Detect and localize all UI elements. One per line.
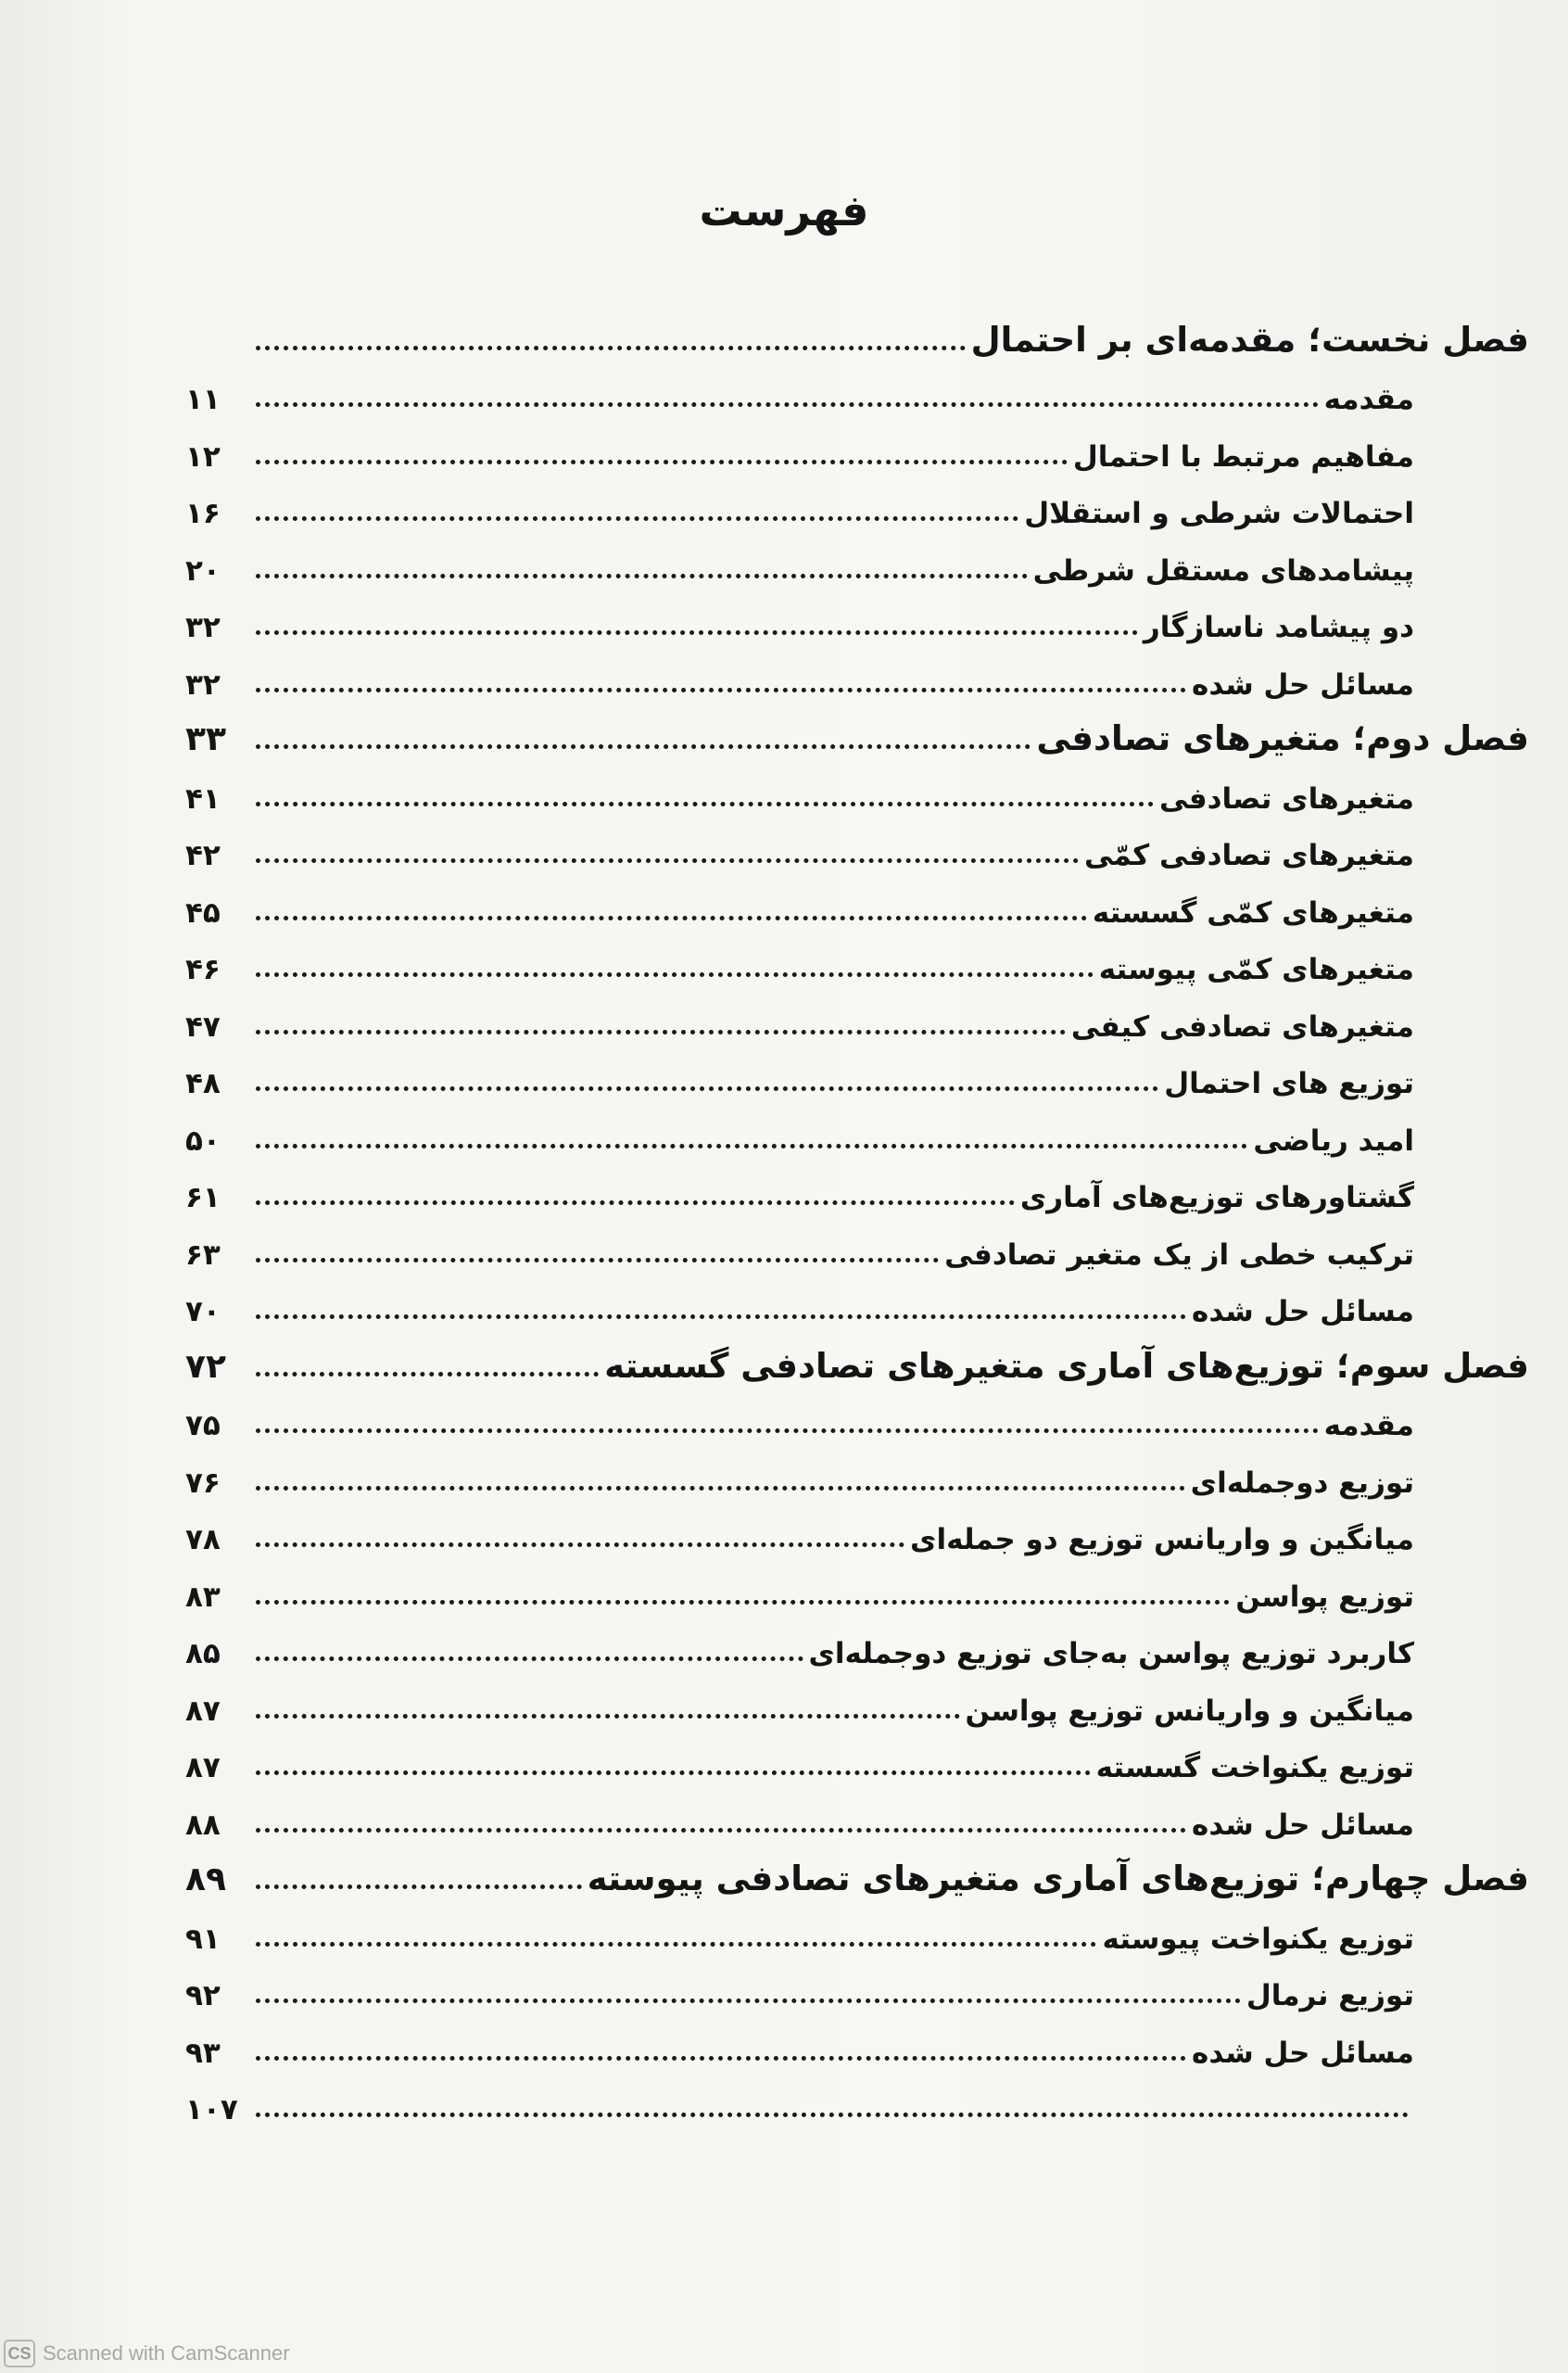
toc-section-row [185,1619,1529,1677]
toc-entry-label: فصل چهارم؛ توزیع‌های آماری متغیرهای تصادفی پیوسته [587,1859,1529,1898]
toc-page-number: ۷۸ [185,1523,221,1556]
dot-leader [256,1372,599,1377]
toc-page-number: ۴۶ [185,953,221,986]
toc-entry-label: کاربرد توزیع پواسن به‌جای توزیع دوجمله‌ای [808,1637,1414,1670]
toc-entry-label: متغیرهای تصادفی [1158,781,1414,816]
toc-entry-label: فصل نخست؛ مقدمه‌ای بر احتمال [970,319,1529,360]
toc-page-number: ۱۱ [185,383,221,416]
toc-page-number: ۱۰۷ [185,2093,238,2126]
toc-section-row [185,479,1529,537]
toc-page-number: ۱۲ [185,439,221,474]
dot-leader [256,1714,960,1719]
toc-section-row [185,992,1529,1049]
toc-chapter-row [185,308,1529,365]
dot-leader [256,858,1079,863]
toc-section-row [185,1505,1529,1563]
toc-section-row [185,935,1529,993]
dot-leader [256,1942,1096,1947]
dot-leader [256,346,966,350]
toc-entry-label: فصل دوم؛ متغیرهای تصادفی [1036,718,1529,758]
dot-leader [256,516,1018,521]
toc-section-row [185,1961,1529,2019]
toc-entry-label: دو پیشامد ناسازگار [1143,611,1414,644]
toc-page-number: ۴۱ [185,781,221,816]
toc-page-number: ۹۱ [185,1922,221,1956]
toc-entry-label: گشتاورهای توزیع‌های آماری [1019,1181,1414,1214]
toc-section-row [185,536,1529,593]
page-title: فهرست [699,185,869,235]
toc-section-row [185,2018,1529,2075]
toc-section-row [185,1904,1529,1961]
dot-leader [256,1828,1186,1833]
dot-leader [256,574,1028,578]
toc-entry-label: پیشامدهای مستقل شرطی [1032,553,1414,588]
dot-leader [256,802,1154,806]
toc-entry-label: امید ریاضی [1253,1123,1414,1158]
scanner-watermark [4,2340,290,2367]
dot-leader [256,1770,1091,1775]
toc-page-number: ۶۳ [185,1237,221,1272]
toc-page-number: ۴۸ [185,1067,221,1100]
dot-leader [256,1030,1066,1034]
toc-page-number: ۲۰ [185,553,221,588]
toc-page-number: ۸۹ [185,1860,226,1898]
dot-leader [256,744,1031,749]
dot-leader [256,2113,1409,2117]
toc-section-row [185,1220,1529,1277]
toc-section-row [185,1790,1529,1847]
toc-chapter-row [185,1847,1529,1905]
toc-section-row [185,1163,1529,1221]
toc-chapter-row [185,707,1529,765]
toc-page-number: ۶۱ [185,1181,221,1214]
toc-section-row [185,422,1529,479]
toc-page-number: ۵۰ [185,1123,221,1158]
toc-section-row [185,1448,1529,1505]
toc-entry-label: مسائل حل شده [1192,1808,1414,1842]
toc-entry-label: متغیرهای تصادفی کیفی [1070,1009,1414,1044]
dot-leader [256,916,1087,920]
toc-entry-label: مسائل حل شده [1192,667,1414,702]
toc-section-row [185,821,1529,879]
toc-entry-label: مقدمه [1323,1409,1414,1442]
toc-entry-label: توزیع نرمال [1246,1979,1414,2012]
toc-page-number: ۸۳ [185,1580,221,1614]
toc-entry-label: توزیع یکنواخت گسسته [1095,1751,1414,1784]
toc-entry-label: میانگین و واریانس توزیع دو جمله‌ای [910,1523,1414,1556]
toc-chapter-row [185,1334,1529,1391]
dot-leader [256,1999,1241,2003]
toc-entry-label: مسائل حل شده [1192,2036,1414,2070]
toc-section-row [185,1676,1529,1733]
toc-entry-label: میانگین و واریانس توزیع پواسن [965,1694,1414,1728]
dot-leader [256,1200,1015,1205]
dot-leader [256,1428,1319,1433]
dot-leader [256,1656,803,1661]
dot-leader [256,1884,582,1889]
toc-page-number: ۸۸ [185,1808,221,1842]
toc-page-number: ۹۳ [185,2036,221,2070]
toc-section-row [185,1391,1529,1449]
toc-entry-label: متغیرهای تصادفی کمّی [1084,839,1414,872]
dot-leader [256,1486,1185,1491]
toc-section-row [185,365,1529,423]
toc-entry-label: متغیرهای کمّی گسسته [1092,895,1414,930]
toc-page-number: ۷۰ [185,1295,221,1328]
dot-leader [256,1542,904,1547]
toc-entry-label: مفاهیم مرتبط با احتمال [1072,439,1414,474]
toc-page-number: ۳۲ [185,611,221,644]
toc-page-number: ۸۵ [185,1637,221,1670]
dot-leader [256,1314,1186,1319]
watermark-text: Scanned with CamScanner [43,2341,290,2365]
toc-entry-label: توزیع پواسن [1235,1580,1414,1614]
toc-section-row [185,1733,1529,1791]
dot-leader [256,1144,1247,1148]
toc-section-row [185,1049,1529,1107]
toc-entry-label: توزیع های احتمال [1164,1067,1414,1100]
toc-page-number: ۷۲ [185,1347,226,1386]
toc-page-number: ۸۷ [185,1694,221,1728]
toc-section-row [185,1562,1529,1619]
toc-section-row [185,764,1529,821]
toc-page-number: ۷۶ [185,1466,221,1500]
camscanner-logo-icon: CS [4,2340,35,2367]
dot-leader [256,402,1319,407]
toc-section-row [185,2075,1529,2133]
toc-section-row [185,593,1529,651]
toc-page-number: ۴۵ [185,895,221,930]
toc-page-number: ۹۲ [185,1979,221,2012]
toc-page-number: ۸۷ [185,1751,221,1784]
dot-leader [256,1258,939,1263]
dot-leader [256,688,1186,692]
toc-entry-label: مقدمه [1323,383,1414,416]
toc-page-number: ۳۳ [185,720,226,758]
dot-leader [256,1086,1158,1091]
toc-page-number: ۳۲ [185,667,221,702]
toc-page-number: ۷۵ [185,1409,221,1442]
table-of-contents [185,308,1529,2132]
dot-leader [256,1600,1230,1605]
toc-page-number: ۴۷ [185,1009,221,1044]
toc-entry-label: ترکیب خطی از یک متغیر تصادفی [944,1237,1414,1272]
toc-entry-label: احتمالات شرطی و استقلال [1024,497,1414,530]
toc-entry-label: مسائل حل شده [1192,1295,1414,1328]
dot-leader [256,630,1138,635]
dot-leader [256,972,1094,977]
toc-section-row [185,650,1529,707]
toc-section-row [185,1106,1529,1163]
dot-leader [256,2056,1186,2061]
toc-section-row [185,1277,1529,1335]
toc-entry-label: توزیع دوجمله‌ای [1190,1466,1414,1500]
toc-entry-label: متغیرهای کمّی پیوسته [1098,953,1414,986]
dot-leader [256,460,1068,464]
toc-section-row [185,878,1529,935]
toc-entry-label: فصل سوم؛ توزیع‌های آماری متغیرهای تصادفی گسسته [604,1345,1529,1386]
toc-page-number: ۴۲ [185,839,221,872]
toc-entry-label: توزیع یکنواخت پیوسته [1102,1922,1414,1956]
toc-page-number: ۱۶ [185,497,221,530]
